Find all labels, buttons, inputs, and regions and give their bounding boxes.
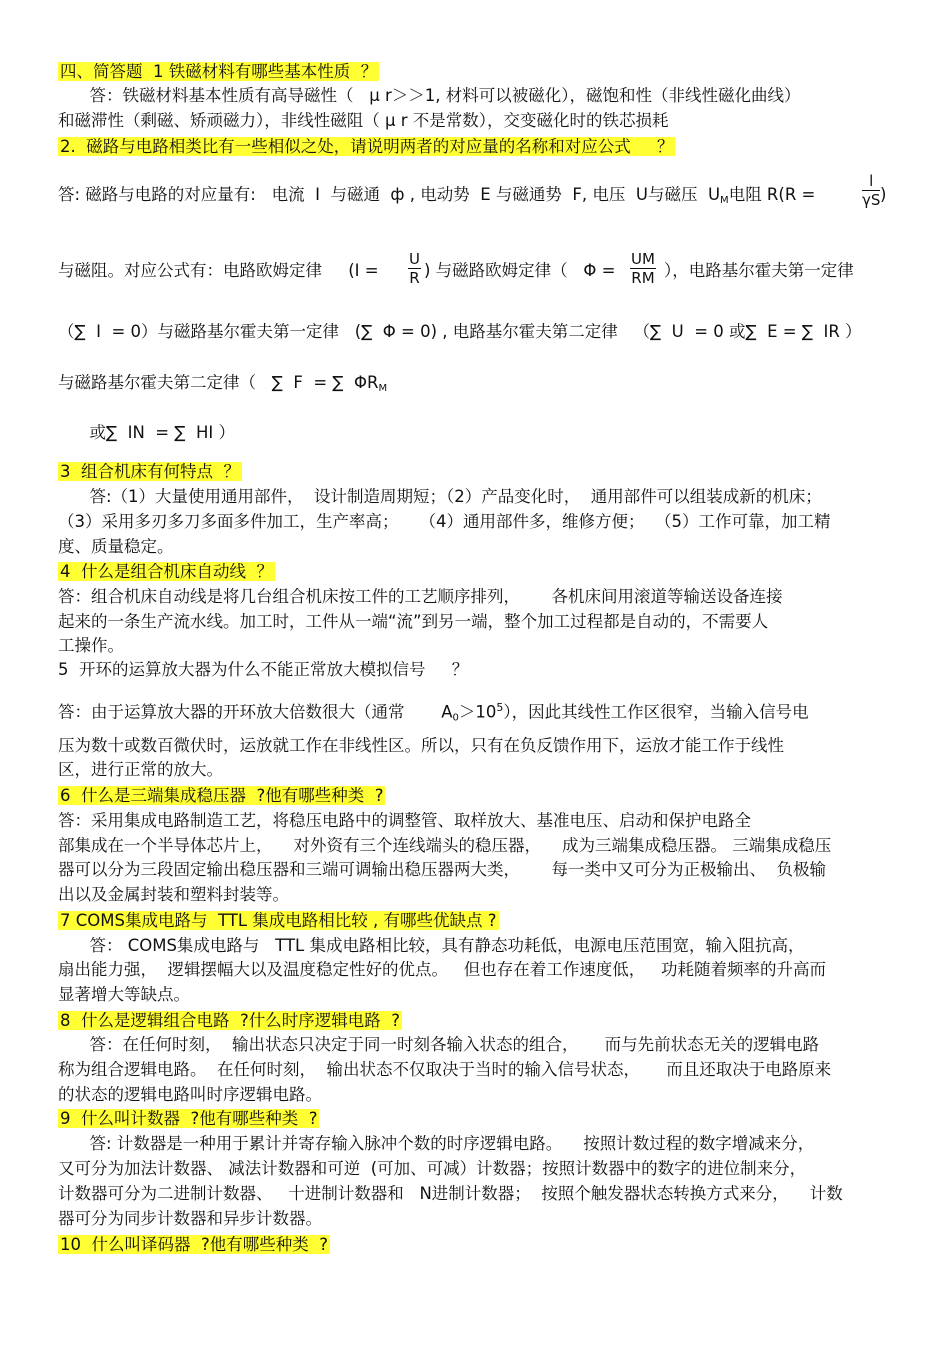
q2-resistance-fraction: [862, 172, 880, 209]
q2-um-subscript: M: [720, 195, 729, 206]
q4-title: [58, 560, 275, 584]
q8-answer-line-2: 称为组合逻辑电路。 在任何时刻， 输出状态不仅取决于当时的输入信号状态， 而且还取决于电路原来: [58, 1060, 832, 1079]
q3-title-text: 3 组合机床有何特点 ？: [60, 462, 240, 481]
q9-answer-line-4: 器可分为同步计数器和异步计数器。: [58, 1209, 322, 1228]
q4-answer-line-1: 答：组合机床自动线是将几台组合机床按工件的工艺顺序排列， 各机床间用滚道等输送设备连接: [58, 587, 783, 606]
q2-ohm-fraction: [408, 250, 421, 287]
q9-answer-line-3: 计数器可分为二进制计数器、 十进制计数器和 N进制计数器； 按照个触发器状态转换方式来分， 计数: [58, 1184, 843, 1203]
q2-line1-text: 答: 磁路与电路的对应量有: 电流 I 与磁通 ф , 电动势 E 与磁通势 F, 电压 U与磁压 U: [58, 185, 721, 204]
q1-answer-line-1: 答：铁磁材料基本性质有高导磁性（ μ r＞＞1, 材料可以被磁化），磁饱和性（非线性磁化曲线）: [58, 86, 801, 105]
q2-rm-subscript: M: [378, 383, 388, 394]
q2-ohm-numerator: U: [409, 250, 420, 268]
q2-resistance-numerator: l: [862, 172, 880, 191]
q2-line4-text: 与磁路基尔霍夫第二定律（ ∑ F = ∑ ΦR: [58, 373, 379, 392]
q2-answer-line-2-start: 与磁阻。对应公式有：电路欧姆定律 (I =: [58, 261, 379, 280]
q6-title: [58, 784, 385, 808]
q2-magnetic-ohm-numerator: UM: [631, 250, 655, 268]
q9-answer-line-2: 又可分为加法计数器、 减法计数器和可逆 (可加、可减）计数器；按照计数器中的数字的进位制来分，: [58, 1159, 807, 1178]
q4-answer-line-2: 起来的一条生产流水线。加工时，工件从一端“流”到另一端，整个加工过程都是自动的，不需要人: [58, 612, 769, 631]
q6-answer-line-3: 器可以分为三段固定输出稳压器和三端可调输出稳压器两大类， 每一类中又可分为正极输出、 负极输: [58, 860, 826, 879]
q4-answer-line-3: 工操作。: [58, 636, 124, 655]
q2-resistance-close: ): [880, 185, 887, 204]
q7-answer-line-3: 显著增大等缺点。: [58, 985, 190, 1004]
q2-title-text: 2. 磁路与电路相类比有一些相似之处，请说明两者的对应量的名称和对应公式 ？: [60, 137, 674, 156]
q5-answer-line-3: 区，进行正常的放大。: [58, 760, 223, 779]
q7-title-text: 7 COMS集成电路与 TTL 集成电路相比较 , 有哪些优缺点 ?: [60, 911, 497, 930]
q2-answer-line-3: （∑ I = 0）与磁路基尔霍夫第一定律 (∑ Φ = 0) , 电路基尔霍夫第二定律 （∑ U = 0 或∑ E = ∑ IR ）: [58, 322, 862, 341]
q9-title: [58, 1107, 319, 1131]
q5-line1-end: ），因此其线性工作区很窄，当输入信号电: [503, 702, 809, 722]
q2-title: [58, 135, 675, 159]
q1-title: [58, 60, 379, 84]
q2-answer-line-2-end: ），电路基尔霍夫第一定律: [664, 261, 854, 280]
q2-resistance-denominator: γS: [862, 191, 881, 209]
q3-answer-line-2: （3）采用多刃多刀多面多件加工，生产率高； （4）通用部件多，维修方便； （5）工作可靠，加工精: [58, 512, 831, 531]
q9-title-text: 9 什么叫计数器 ?他有哪些种类 ?: [60, 1109, 318, 1128]
q1-answer-line-2: 和磁滞性（剩磁、矫顽磁力），非线性磁阻（ μ r 不是常数），交变磁化时的铁芯损耗: [58, 111, 669, 130]
q6-answer-line-2: 部集成在一个半导体芯片上， 对外资有三个连线端头的稳压器， 成为三端集成稳压器。 三端集成稳压: [58, 836, 832, 855]
q2-magnetic-ohm-fraction: [630, 250, 656, 287]
q7-answer-line-1: 答： COMS集成电路与 TTL 集成电路相比较，具有静态功耗低，电源电压范围宽，输入阻抗高，: [58, 936, 805, 955]
q3-answer-line-1: 答:（1）大量使用通用部件， 设计制造周期短；（2）产品变化时， 通用部件可以组装成新的机床；: [58, 487, 822, 506]
q3-title: [58, 460, 242, 484]
q8-title: [58, 1009, 402, 1033]
q3-answer-line-3: 度、质量稳定。: [58, 537, 174, 556]
q6-answer-line-1: 答：采用集成电路制造工艺，将稳压电路中的调整管、取样放大、基准电压、启动和保护电路全: [58, 811, 751, 830]
q2-answer-line-1: [58, 183, 815, 213]
q6-answer-line-4: 出以及金属封装和塑料封装等。: [58, 885, 289, 904]
q5-title: 5 开环的运算放大器为什么不能正常放大模拟信号 ？: [58, 660, 469, 679]
q8-answer-line-1: 答：在任何时刻， 输出状态只决定于同一时刻各输入状态的组合， 而与先前状态无关的逻辑电路: [58, 1035, 820, 1054]
q7-title: [58, 909, 499, 933]
q7-answer-line-2: 扇出能力强， 逻辑摆幅大以及温度稳定性好的优点。 但也存在着工作速度低， 功耗随着频率的升高而: [58, 960, 826, 979]
q8-title-text: 8 什么是逻辑组合电路 ?什么时序逻辑电路 ?: [60, 1011, 400, 1030]
q2-ohm-denominator: R: [409, 269, 420, 287]
q9-answer-line-1: 答: 计数器是一种用于累计并寄存输入脉冲个数的时序逻辑电路。 按照计数过程的数字增减来分，: [58, 1134, 815, 1153]
q10-title-text: 10 什么叫译码器 ?他有哪些种类 ?: [60, 1235, 328, 1254]
q2-resistance-text: 电阻 R(R =: [728, 185, 816, 204]
q5-a0-subscript: 0: [452, 712, 459, 724]
q5-line1-start: 答：由于运算放大器的开环放大倍数很大（通常 A: [58, 702, 453, 722]
q5-line1-mid: ＞10: [458, 702, 497, 722]
q5-answer-line-2: 压为数十或数百微伏时，运放就工作在非线性区。所以，只有在负反馈作用下，运放才能工作于线性: [58, 736, 784, 755]
q2-answer-line-2-mid: ) 与磁路欧姆定律（ Φ =: [424, 261, 616, 280]
q8-answer-line-3: 的状态的逻辑电路叫时序逻辑电路。: [58, 1085, 322, 1104]
q2-magnetic-ohm-denominator: RM: [631, 269, 655, 287]
q2-answer-line-5: 或∑ IN = ∑ HI ）: [58, 423, 235, 442]
q6-title-text: 6 什么是三端集成稳压器 ?他有哪些种类 ?: [60, 786, 384, 805]
q5-exponent: 5: [496, 701, 504, 714]
q2-answer-line-4: [58, 371, 387, 401]
q10-title: [58, 1233, 330, 1257]
q4-title-text: 4 什么是组合机床自动线 ？: [60, 562, 273, 581]
q5-answer-line-1: [58, 696, 809, 731]
q1-title-text: 四、简答题 1 铁磁材料有哪些基本性质 ？: [60, 62, 378, 81]
